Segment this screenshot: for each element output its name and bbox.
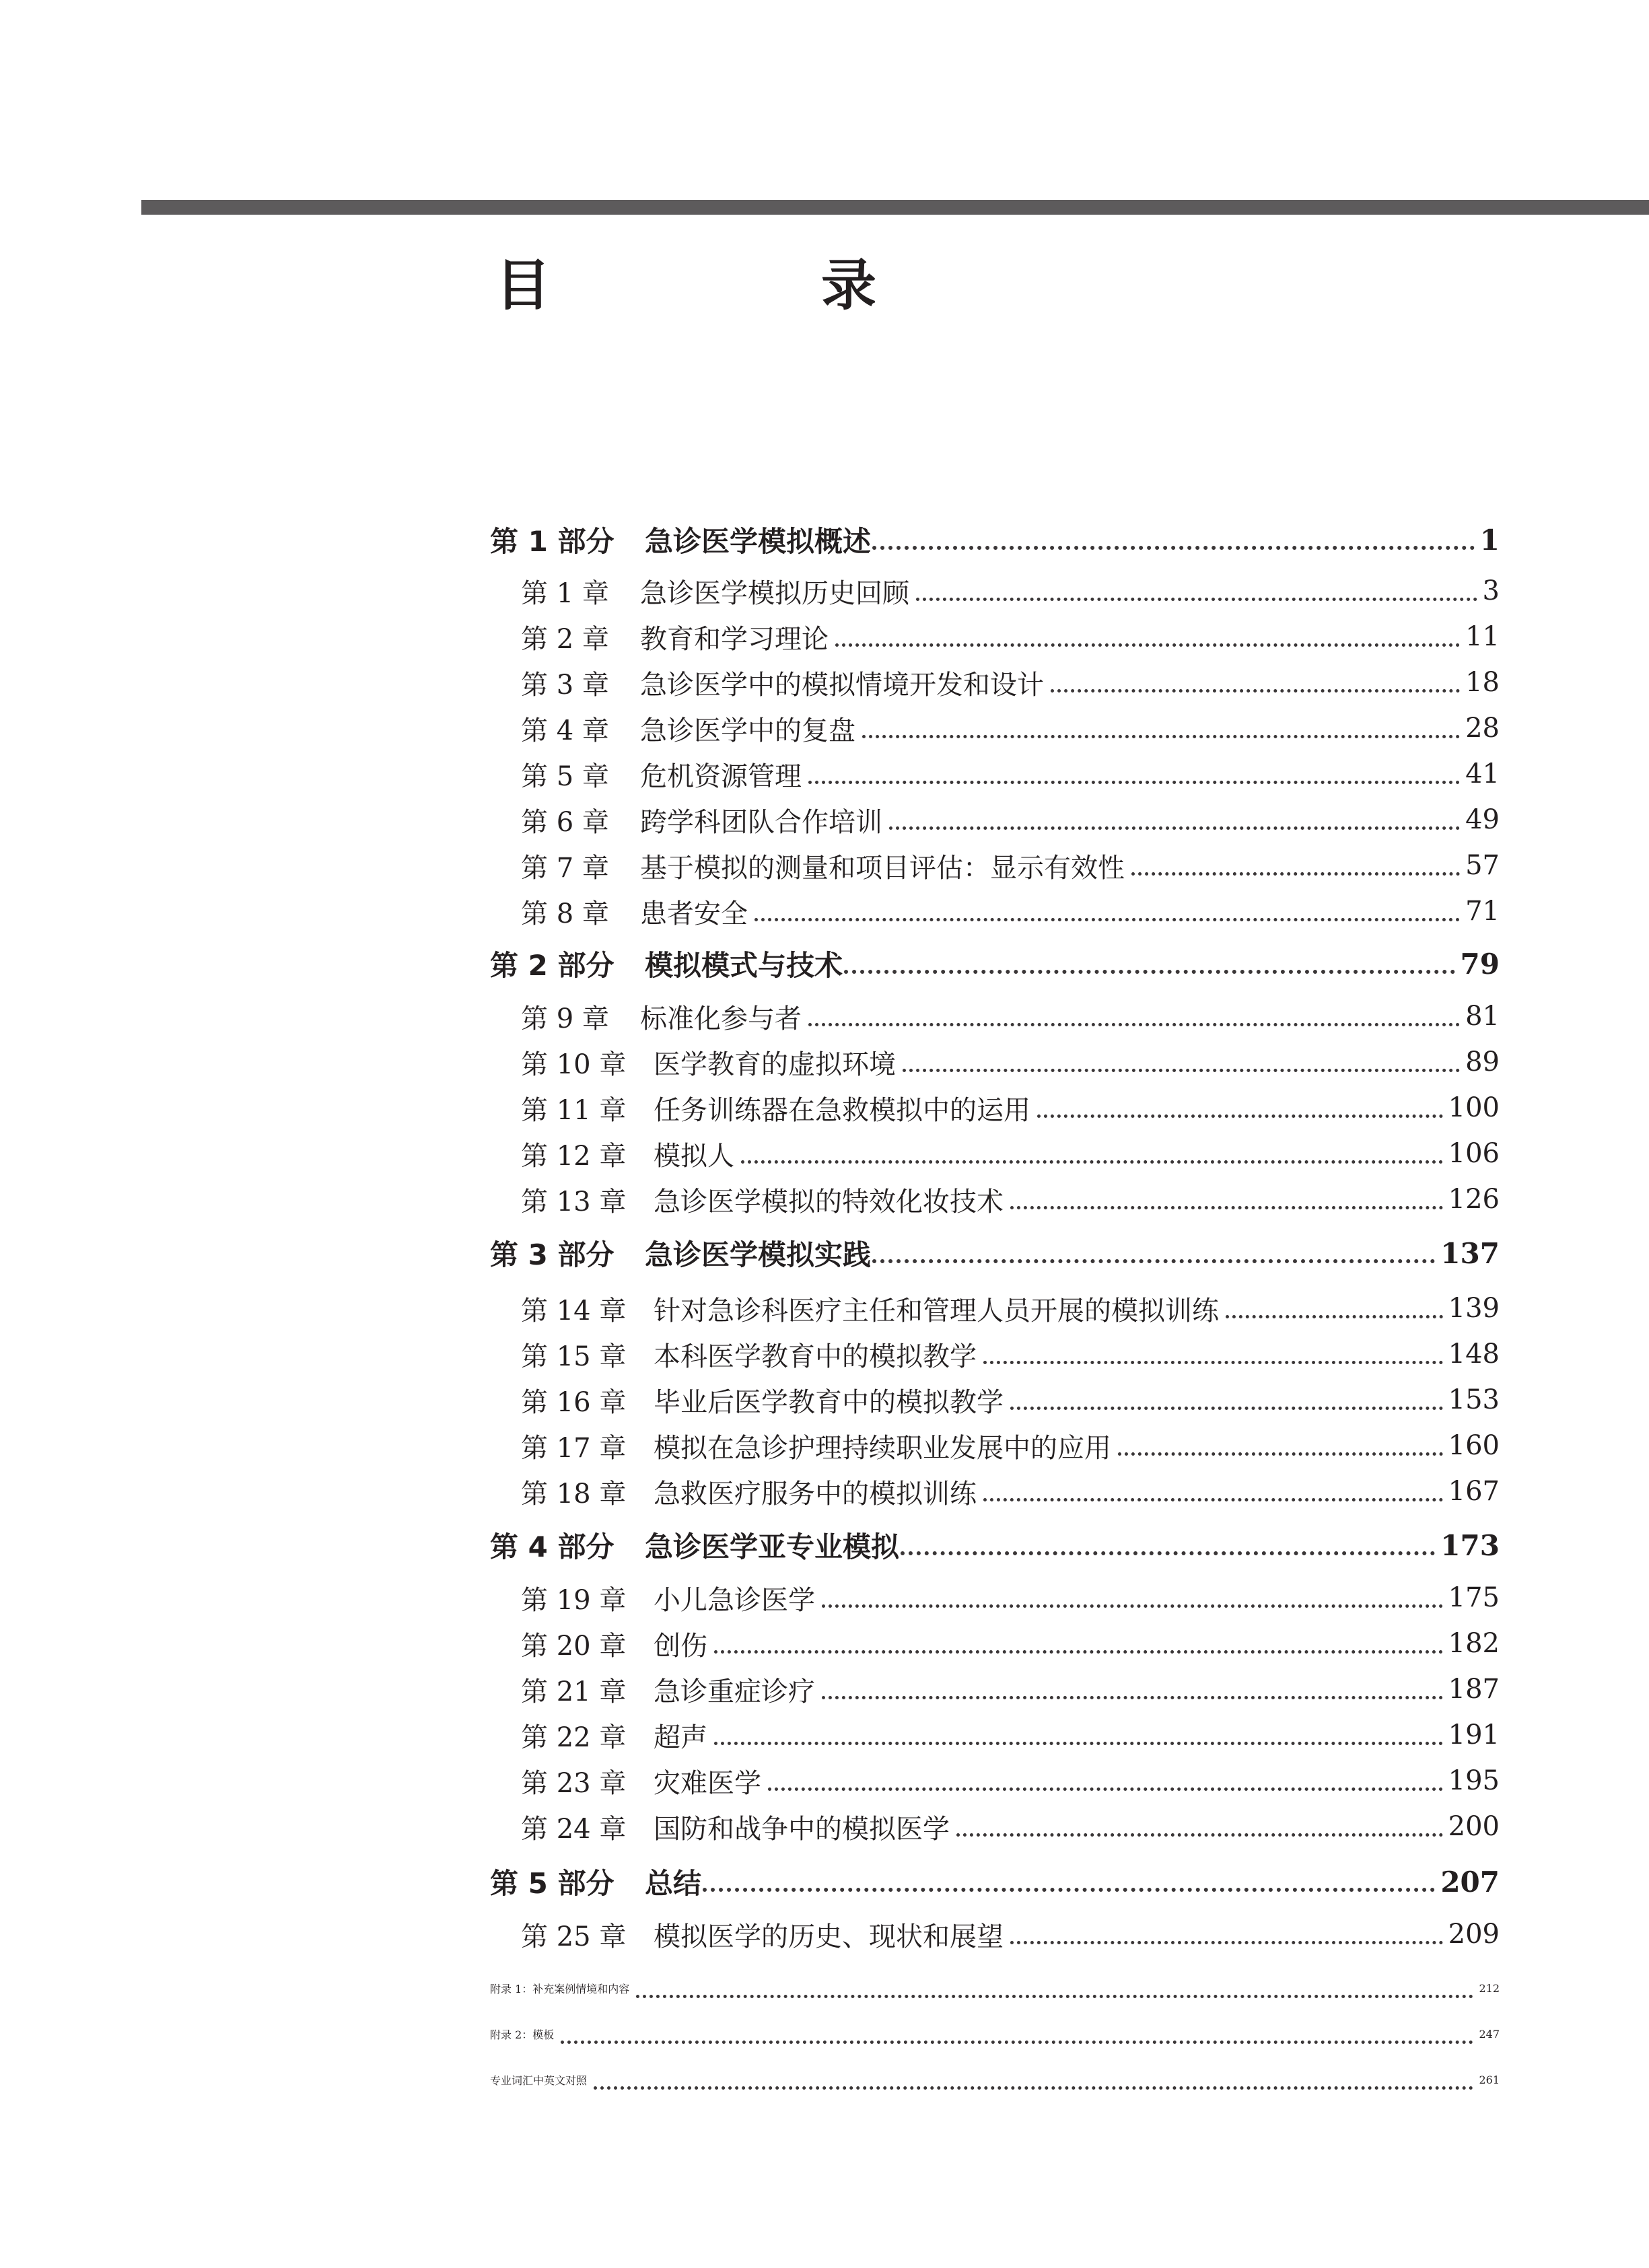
dot-leader xyxy=(741,1160,1443,1164)
toc-entry-page: 1 xyxy=(1479,523,1500,557)
toc-entry-page: 89 xyxy=(1465,1047,1500,1077)
toc-entry-number: 第 2 部分 xyxy=(490,949,615,982)
toc-chapter-entry[interactable] xyxy=(490,615,1500,658)
toc-entry-page: 41 xyxy=(1465,758,1500,789)
toc-entry-title: 国防和战争中的模拟医学 xyxy=(654,1813,950,1845)
toc-chapter-entry[interactable] xyxy=(490,1086,1500,1129)
dot-leader xyxy=(808,781,1460,784)
toc-entry-number: 第 16 章 xyxy=(521,1386,627,1418)
toc-entry-number: 第 11 章 xyxy=(521,1094,627,1126)
toc-entry-number: 第 17 章 xyxy=(521,1432,627,1464)
toc-chapter-entry[interactable] xyxy=(490,1713,1500,1757)
toc-part-entry[interactable] xyxy=(490,1860,1500,1903)
toc-entry-page: 153 xyxy=(1448,1384,1500,1415)
dot-leader xyxy=(714,1650,1443,1654)
dot-leader xyxy=(1010,1941,1443,1944)
toc-entry-page: 57 xyxy=(1465,850,1500,881)
toc-entry-title: 毕业后医学教育中的模拟教学 xyxy=(654,1386,1004,1418)
toc-chapter-entry[interactable] xyxy=(490,890,1500,933)
toc-entry-page: 139 xyxy=(1448,1293,1500,1324)
toc-entry-number: 第 5 部分 xyxy=(490,1867,615,1900)
toc-entry-number: 第 3 章 xyxy=(521,669,609,701)
toc-chapter-entry[interactable] xyxy=(490,752,1500,795)
toc-chapter-entry[interactable] xyxy=(490,1805,1500,1848)
dot-leader xyxy=(636,1995,1473,1998)
top-rule xyxy=(141,200,1649,215)
toc-entry-page: 195 xyxy=(1448,1765,1500,1796)
toc-chapter-entry[interactable] xyxy=(490,1424,1500,1467)
toc-entry-title: 教育和学习理论 xyxy=(640,623,829,655)
toc-chapter-entry[interactable] xyxy=(490,1668,1500,1711)
toc-entry-page: 187 xyxy=(1448,1674,1500,1705)
toc-entry-page: 49 xyxy=(1465,804,1500,835)
toc-entry-title: 任务训练器在急救模拟中的运用 xyxy=(654,1094,1030,1126)
dot-leader xyxy=(808,1023,1460,1026)
toc-entry-title: 基于模拟的测量和项目评估：显示有效性 xyxy=(640,852,1125,884)
toc-entry-number: 第 21 章 xyxy=(521,1676,627,1707)
toc-entry-title: 急诊医学模拟概述 xyxy=(645,525,872,558)
toc-entry-title: 创伤 xyxy=(654,1630,707,1662)
toc-chapter-entry[interactable] xyxy=(490,661,1500,704)
toc-entry-title: 模拟医学的历史、现状和展望 xyxy=(654,1921,1004,1952)
toc-chapter-entry[interactable] xyxy=(490,707,1500,750)
toc-entry-number: 第 3 部分 xyxy=(490,1238,615,1271)
toc-part-entry[interactable] xyxy=(490,942,1500,985)
toc-chapter-entry[interactable] xyxy=(490,1470,1500,1513)
toc-chapter-entry[interactable] xyxy=(490,995,1500,1038)
toc-entry-page: 3 xyxy=(1482,575,1500,606)
toc-chapter-entry[interactable] xyxy=(490,1576,1500,1619)
toc-chapter-entry[interactable] xyxy=(490,569,1500,612)
toc-entry-number: 第 23 章 xyxy=(521,1767,627,1799)
dot-leader xyxy=(822,1696,1443,1699)
toc-chapter-entry[interactable] xyxy=(490,1913,1500,1956)
toc-entry-page: 200 xyxy=(1448,1811,1500,1842)
toc-entry-number: 第 13 章 xyxy=(521,1186,627,1217)
toc-entry-title: 患者安全 xyxy=(640,898,748,929)
dot-leader xyxy=(755,918,1460,921)
toc-entry-title: 急诊医学模拟历史回顾 xyxy=(640,577,909,609)
toc-entry-title: 附录 1：补充案例情境和内容 xyxy=(490,1982,630,1995)
toc-entry-page: 207 xyxy=(1440,1865,1500,1899)
toc-entry-page: 100 xyxy=(1448,1092,1500,1123)
dot-leader xyxy=(872,546,1475,550)
toc-entry-number: 第 18 章 xyxy=(521,1478,627,1510)
toc-entry-title: 跨学科团队合作培训 xyxy=(640,806,882,838)
toc-entry-page: 148 xyxy=(1448,1339,1500,1370)
toc-part-entry[interactable] xyxy=(490,1232,1500,1275)
toc-entry-title: 急诊重症诊疗 xyxy=(654,1676,815,1707)
toc-entry-page: 18 xyxy=(1465,667,1500,698)
toc-entry-page: 191 xyxy=(1448,1720,1500,1750)
toc-entry-title: 急诊医学模拟的特效化妆技术 xyxy=(654,1186,1004,1217)
toc-entry-number: 第 4 部分 xyxy=(490,1530,615,1563)
toc-chapter-entry[interactable] xyxy=(490,1378,1500,1421)
toc-entry-number: 第 5 章 xyxy=(521,760,609,792)
dot-leader xyxy=(822,1604,1443,1608)
toc-entry-title: 急诊医学中的复盘 xyxy=(640,715,855,746)
dot-leader xyxy=(768,1787,1443,1791)
toc-entry-page: 173 xyxy=(1440,1528,1500,1562)
toc-entry-number: 第 10 章 xyxy=(521,1049,627,1080)
toc-entry-title: 超声 xyxy=(654,1722,707,1753)
dot-leader xyxy=(1037,1114,1443,1118)
toc-entry-number: 第 19 章 xyxy=(521,1584,627,1616)
toc-entry-title: 附录 2：模板 xyxy=(490,2028,555,2041)
dot-leader xyxy=(872,1259,1435,1263)
toc-entry-number: 第 1 部分 xyxy=(490,525,615,558)
dot-leader xyxy=(889,826,1460,830)
toc-entry-title: 急诊医学模拟实践 xyxy=(645,1238,872,1271)
toc-entry-number: 第 7 章 xyxy=(521,852,609,884)
dot-leader xyxy=(703,1888,1435,1892)
toc-entry-title: 模拟模式与技术 xyxy=(645,949,843,982)
dot-leader xyxy=(561,2041,1473,2044)
dot-leader xyxy=(714,1742,1443,1745)
toc-chapter-entry[interactable] xyxy=(490,1287,1500,1330)
toc-chapter-entry[interactable] xyxy=(490,1966,1500,2010)
dot-leader xyxy=(1131,872,1460,876)
toc-entry-title: 小儿急诊医学 xyxy=(654,1584,815,1616)
toc-entry-page: 209 xyxy=(1448,1919,1500,1950)
toc-chapter-entry[interactable] xyxy=(490,1622,1500,1665)
dot-leader xyxy=(835,643,1460,647)
page-title: 目 录 xyxy=(495,254,985,318)
toc-chapter-entry[interactable] xyxy=(490,1759,1500,1802)
toc-entry-page: 106 xyxy=(1448,1138,1500,1169)
toc-entry-number: 第 2 章 xyxy=(521,623,609,655)
toc-entry-number: 第 15 章 xyxy=(521,1341,627,1372)
toc-part-entry[interactable] xyxy=(490,1524,1500,1567)
toc-entry-number: 第 14 章 xyxy=(521,1295,627,1326)
toc-chapter-entry[interactable] xyxy=(490,2012,1500,2055)
toc-entry-title: 专业词汇中英文对照 xyxy=(490,2074,588,2087)
toc-entry-title: 急诊医学中的模拟情境开发和设计 xyxy=(640,669,1044,701)
toc-entry-page: 261 xyxy=(1479,2073,1500,2086)
toc-entry-number: 第 24 章 xyxy=(521,1813,627,1845)
dot-leader xyxy=(844,970,1455,974)
toc-chapter-entry[interactable] xyxy=(490,844,1500,887)
dot-leader xyxy=(1118,1452,1443,1456)
toc-chapter-entry[interactable] xyxy=(490,2058,1500,2101)
toc-entry-page: 160 xyxy=(1448,1430,1500,1461)
toc-entry-number: 第 20 章 xyxy=(521,1630,627,1662)
toc-entry-title: 标准化参与者 xyxy=(640,1003,802,1034)
dot-leader xyxy=(916,598,1477,601)
toc-entry-title: 危机资源管理 xyxy=(640,760,802,792)
toc-chapter-entry[interactable] xyxy=(490,1178,1500,1221)
toc-entry-title: 模拟人 xyxy=(654,1140,734,1172)
toc-entry-page: 247 xyxy=(1479,2027,1500,2041)
toc-entry-page: 71 xyxy=(1465,896,1500,927)
toc-entry-title: 模拟在急诊护理持续职业发展中的应用 xyxy=(654,1432,1111,1464)
toc-entry-page: 175 xyxy=(1448,1582,1500,1613)
toc-entry-page: 81 xyxy=(1465,1001,1500,1032)
toc-entry-page: 167 xyxy=(1448,1476,1500,1507)
toc-entry-number: 第 22 章 xyxy=(521,1722,627,1753)
toc-entry-page: 212 xyxy=(1479,1981,1500,1995)
toc-entry-page: 182 xyxy=(1448,1628,1500,1659)
dot-leader xyxy=(1226,1315,1443,1318)
toc-entry-page: 11 xyxy=(1465,621,1500,652)
toc-entry-number: 第 8 章 xyxy=(521,898,609,929)
dot-leader xyxy=(901,1551,1435,1555)
toc-entry-title: 总结 xyxy=(645,1867,702,1900)
toc-entry-number: 第 4 章 xyxy=(521,715,609,746)
toc-entry-title: 本科医学教育中的模拟教学 xyxy=(654,1341,977,1372)
toc-entry-number: 第 9 章 xyxy=(521,1003,609,1034)
toc-entry-page: 79 xyxy=(1460,947,1500,981)
toc-chapter-entry[interactable] xyxy=(490,1333,1500,1376)
toc-entry-title: 灾难医学 xyxy=(654,1767,761,1799)
toc-chapter-entry[interactable] xyxy=(490,1132,1500,1175)
dot-leader xyxy=(1051,689,1460,693)
dot-leader xyxy=(983,1498,1443,1501)
dot-leader xyxy=(983,1361,1443,1364)
toc-entry-page: 28 xyxy=(1465,713,1500,744)
toc-entry-number: 第 1 章 xyxy=(521,577,609,609)
toc-entry-title: 急救医疗服务中的模拟训练 xyxy=(654,1478,977,1510)
toc-part-entry[interactable] xyxy=(490,518,1500,561)
dot-leader xyxy=(1010,1206,1443,1209)
toc-entry-number: 第 25 章 xyxy=(521,1921,627,1952)
dot-leader xyxy=(862,735,1460,738)
dot-leader xyxy=(1010,1407,1443,1410)
toc-entry-title: 医学教育的虚拟环境 xyxy=(654,1049,896,1080)
toc-entry-number: 第 12 章 xyxy=(521,1140,627,1172)
toc-chapter-entry[interactable] xyxy=(490,798,1500,841)
toc-entry-title: 针对急诊科医疗主任和管理人员开展的模拟训练 xyxy=(654,1295,1219,1326)
toc-entry-page: 126 xyxy=(1448,1184,1500,1215)
dot-leader xyxy=(594,2086,1473,2090)
toc-chapter-entry[interactable] xyxy=(490,1040,1500,1084)
toc-entry-title: 急诊医学亚专业模拟 xyxy=(645,1530,900,1563)
toc-entry-number: 第 6 章 xyxy=(521,806,609,838)
dot-leader xyxy=(903,1069,1460,1072)
dot-leader xyxy=(956,1833,1443,1837)
toc-entry-page: 137 xyxy=(1440,1236,1500,1270)
